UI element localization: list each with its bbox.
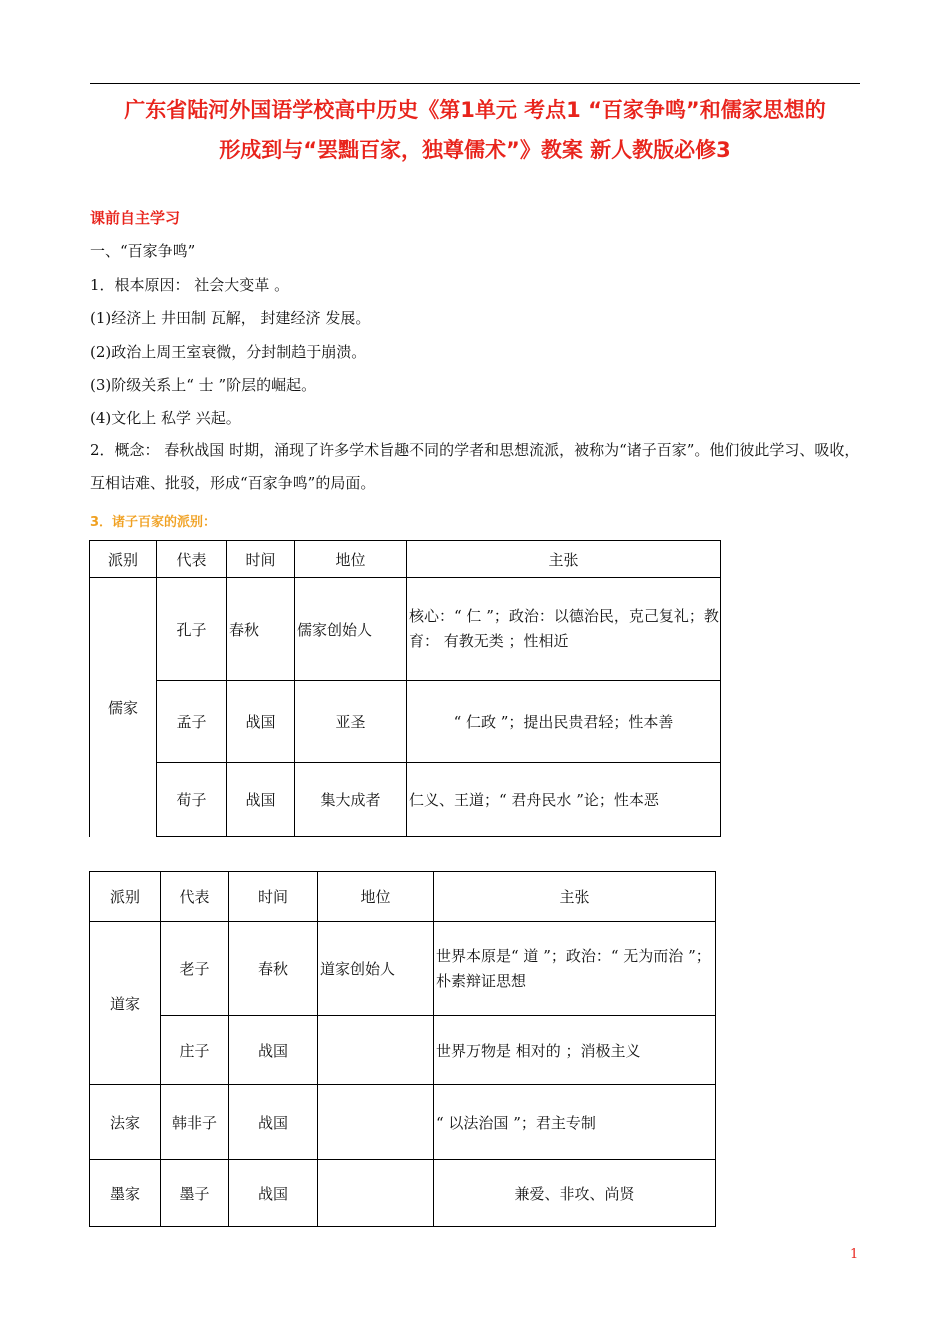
claim-cell: 世界本原是“ 道 ”；政治：“ 无为而治 ”；朴素辩证思想	[434, 922, 716, 1016]
rep-cell: 庄子	[161, 1016, 229, 1085]
concept-paragraph: 2．概念： 春秋战国 时期，涌现了许多学术旨趣不同的学者和思想流派，被称为“诸子百家”。他们彼此学习、吸收，互相诘难、批驳，形成“百家争鸣”的局面。	[90, 441, 860, 492]
text-line-4: (3)阶级关系上“ 士 ”阶层的崛起。	[90, 376, 317, 394]
school-cell-mohist: 墨家	[90, 1160, 161, 1227]
section-heading: 课前自主学习	[90, 209, 181, 227]
time-cell: 战国	[227, 763, 295, 837]
time-cell: 战国	[229, 1085, 318, 1160]
claim-cell: 仁义、王道；“ 君舟民水 ”论；性本恶	[407, 763, 721, 837]
claim-cell: 核心：“ 仁 ”；政治：以德治民，克己复礼；教育： 有教无类 ；性相近	[407, 578, 721, 681]
school-cell-confucian: 儒家	[90, 578, 157, 837]
header-school: 派别	[90, 541, 157, 578]
text-line-5: (4)文化上 私学 兴起。	[90, 409, 241, 427]
status-cell: 集大成者	[295, 763, 407, 837]
time-cell: 战国	[229, 1160, 318, 1227]
header-status: 地位	[318, 872, 434, 922]
header-school: 派别	[90, 872, 161, 922]
header-representative: 代表	[161, 872, 229, 922]
other-schools-table	[89, 871, 716, 1227]
document-title-line-1: 广东省陆河外国语学校高中历史《第1单元 考点1 “百家争鸣”和儒家思想的	[124, 98, 826, 122]
confucian-table	[89, 540, 721, 837]
header-status: 地位	[295, 541, 407, 578]
item-heading: 一、“百家争鸣”	[90, 242, 196, 260]
claim-cell: 兼爱、非攻、尚贤	[434, 1160, 716, 1227]
rep-cell: 墨子	[161, 1160, 229, 1227]
header-rule	[90, 83, 860, 84]
rep-cell: 孔子	[157, 578, 227, 681]
header-claim: 主张	[407, 541, 721, 578]
rep-cell: 孟子	[157, 681, 227, 763]
time-cell: 战国	[229, 1016, 318, 1085]
status-cell	[318, 1085, 434, 1160]
school-cell-daoist: 道家	[90, 922, 161, 1085]
text-line-1: 1．根本原因： 社会大变革 。	[90, 276, 290, 294]
time-cell: 春秋	[227, 578, 295, 681]
time-cell: 春秋	[229, 922, 318, 1016]
rep-cell: 老子	[161, 922, 229, 1016]
header-representative: 代表	[157, 541, 227, 578]
status-cell	[318, 1160, 434, 1227]
status-cell: 亚圣	[295, 681, 407, 763]
rep-cell: 荀子	[157, 763, 227, 837]
document-title-line-2: 形成到与“罢黜百家，独尊儒术”》教案 新人教版必修3	[219, 138, 731, 162]
school-cell-legalist: 法家	[90, 1085, 161, 1160]
status-cell: 儒家创始人	[295, 578, 407, 681]
status-cell	[318, 1016, 434, 1085]
claim-cell: 世界万物是 相对的 ；消极主义	[434, 1016, 716, 1085]
header-claim: 主张	[434, 872, 716, 922]
status-cell: 道家创始人	[318, 922, 434, 1016]
rep-cell: 韩非子	[161, 1085, 229, 1160]
header-time: 时间	[227, 541, 295, 578]
subheading-schools: 3．诸子百家的派别：	[90, 515, 217, 530]
text-line-2: (1)经济上 井田制 瓦解， 封建经济 发展。	[90, 309, 371, 327]
text-line-3: (2)政治上周王室衰微，分封制趋于崩溃。	[90, 343, 367, 361]
header-time: 时间	[229, 872, 318, 922]
page-number: 1	[850, 1247, 859, 1262]
claim-cell: “ 以法治国 ”；君主专制	[434, 1085, 716, 1160]
claim-cell: “ 仁政 ”；提出民贵君轻；性本善	[407, 681, 721, 763]
time-cell: 战国	[227, 681, 295, 763]
